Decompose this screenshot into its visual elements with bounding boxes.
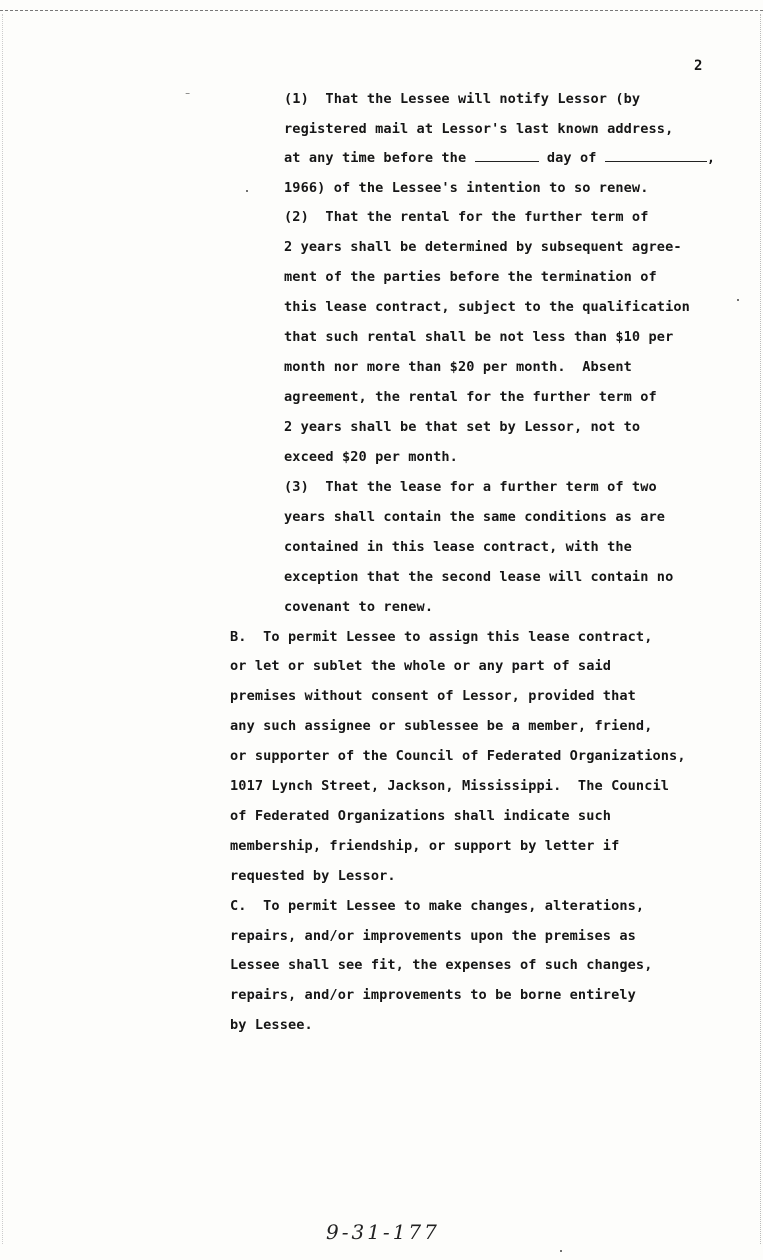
clause-b-line: membership, friendship, or support by letter if — [230, 838, 620, 854]
page-number: 2 — [694, 58, 703, 74]
clause-b-line: of Federated Organizations shall indicate such — [230, 808, 612, 824]
clause-2-line: 2 years shall be determined by subsequent agree- — [284, 239, 682, 255]
clause-3-line: years shall contain the same conditions as are — [284, 509, 666, 525]
month-blank-field — [605, 149, 707, 162]
clause-2-line: 2 years shall be that set by Lessor, not to — [284, 419, 641, 435]
clause-1-text: , — [706, 150, 716, 166]
clause-2-line: this lease contract, subject to the qualification — [284, 299, 690, 315]
date-blank-field — [475, 149, 539, 162]
scan-left-edge — [2, 14, 4, 1244]
clause-b-line: 1017 Lynch Street, Jackson, Mississippi. The Council — [230, 778, 670, 794]
stray-mark: ⁻ — [184, 88, 192, 102]
clause-1-text: day of — [546, 150, 597, 166]
clause-c-line: repairs, and/or improvements upon the premises as — [230, 928, 636, 944]
clause-b-line: requested by Lessor. — [230, 868, 396, 884]
clause-1-line: 1966) of the Lessee's intention to so renew. — [284, 180, 649, 196]
clause-b-line: any such assignee or sublessee be a member, friend, — [230, 718, 653, 734]
scan-right-edge — [759, 14, 761, 1244]
document-footer-code: 9-31-177 — [326, 1220, 440, 1244]
scan-speck — [246, 190, 248, 192]
clause-c-line: Lessee shall see fit, the expenses of such changes, — [230, 957, 653, 973]
clause-2-line: month nor more than $20 per month. Absent — [284, 359, 632, 375]
clause-b-line: or supporter of the Council of Federated Organizations, — [230, 748, 686, 764]
scan-speck — [737, 299, 739, 301]
clause-b-line: or let or sublet the whole or any part of said — [230, 658, 612, 674]
clause-3-line: exception that the second lease will contain no — [284, 569, 674, 585]
clause-2-line: (2) That the rental for the further term of — [284, 209, 649, 225]
clause-1-line: (1) That the Lessee will notify Lessor (by — [284, 91, 641, 107]
clause-1-text: at any time before the — [284, 150, 467, 166]
clause-3-line: covenant to renew. — [284, 599, 434, 615]
clause-3-line: contained in this lease contract, with the — [284, 539, 632, 555]
clause-1-date-line — [284, 149, 715, 167]
clause-b-line: B. To permit Lessee to assign this lease contract, — [230, 629, 653, 645]
clause-c-line: C. To permit Lessee to make changes, alterations, — [230, 898, 645, 914]
clause-b-line: premises without consent of Lessor, provided that — [230, 688, 636, 704]
scan-top-border — [0, 0, 763, 11]
clause-c-line: repairs, and/or improvements to be borne entirely — [230, 987, 636, 1003]
clause-1-line: registered mail at Lessor's last known address, — [284, 121, 674, 137]
clause-3-line: (3) That the lease for a further term of two — [284, 479, 657, 495]
scan-speck — [560, 1250, 562, 1252]
clause-2-line: agreement, the rental for the further term of — [284, 389, 657, 405]
clause-c-line: by Lessee. — [230, 1017, 313, 1033]
clause-2-line: exceed $20 per month. — [284, 449, 458, 465]
clause-2-line: ment of the parties before the termination of — [284, 269, 657, 285]
clause-2-line: that such rental shall be not less than $10 per — [284, 329, 674, 345]
